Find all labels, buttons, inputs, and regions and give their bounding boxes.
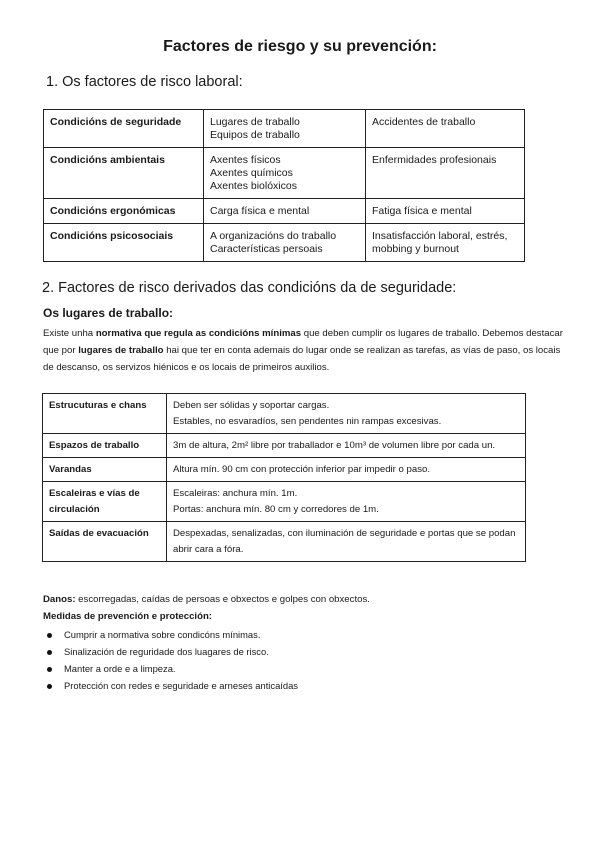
- effect-cell: Insatisfacción laboral, estrés, mobbing y burnout: [366, 224, 525, 262]
- condition-label-cell: Varandas: [43, 458, 167, 482]
- condition-detail-cell: [167, 522, 526, 562]
- bullet-icon: [47, 684, 52, 689]
- table-row: [43, 394, 526, 434]
- factors-cell: [204, 199, 366, 224]
- table-row: [43, 482, 526, 522]
- section1-heading: 1. Os factores de risco laboral:: [46, 74, 243, 90]
- measures-heading: Medidas de prevención e protección:: [43, 611, 212, 622]
- section2-heading: 2. Factores de risco derivados das condicións da de seguridade:: [42, 280, 457, 296]
- detail-line: Estables, no esvaradíos, sen pendentes nin rampas excesivas.: [173, 416, 442, 427]
- measure-text: Manter a orde e a limpeza.: [64, 663, 176, 674]
- effect-cell: Accidentes de traballo: [366, 110, 525, 148]
- factor-line: Axentes biolóxicos: [210, 180, 297, 192]
- workplace-conditions-table: [42, 393, 526, 562]
- category-cell: Condicións de seguridade: [44, 110, 204, 148]
- detail-line: 3m de altura, 2m² libre por traballador e 10m³ de volumen libre por cada un.: [173, 440, 496, 451]
- factor-line: Carga física e mental: [210, 205, 310, 217]
- damages-label: Danos:: [43, 594, 76, 605]
- list-item: [43, 643, 298, 660]
- factor-line: A organizacións do traballo: [210, 230, 337, 242]
- workplaces-subheading: Os lugares de traballo:: [43, 306, 174, 320]
- condition-label-cell: Escaleiras e vías de circulación: [43, 482, 167, 522]
- risk-factors-table: [43, 109, 525, 262]
- condition-label-cell: Saídas de evacuación: [43, 522, 167, 562]
- damages-text: escorregadas, caídas de persoas e obxectos e golpes con obxectos.: [75, 594, 370, 605]
- factor-line: Lugares de traballo: [210, 116, 300, 128]
- category-cell: Condicións ambientais: [44, 148, 204, 199]
- table-row: [44, 148, 525, 199]
- paragraph-text: hai que ter en conta ademais do lugar onde se realizan as tarefas, as vías de paso, os locais de descanso, os servizos hiénicos e os locais de primeiros auxilios.: [43, 345, 561, 373]
- list-item: [43, 626, 298, 643]
- bullet-icon: [47, 650, 52, 655]
- factor-line: Características persoais: [210, 243, 323, 255]
- condition-label-cell: Espazos de traballo: [43, 434, 167, 458]
- detail-line: Altura mín. 90 cm con protección inferior par impedir o paso.: [173, 464, 431, 475]
- factors-cell: [204, 224, 366, 262]
- condition-label-cell: Estrucuturas e chans: [43, 394, 167, 434]
- category-cell: Condicións psicosociais: [44, 224, 204, 262]
- measures-list: [43, 626, 298, 694]
- detail-line: Despexadas, senalizadas, con iluminación de seguridade e portas que se podan abrir cara a fóra.: [173, 528, 516, 555]
- factor-line: Axentes físicos: [210, 154, 281, 166]
- bullet-icon: [47, 667, 52, 672]
- measure-text: Protección con redes e seguridade e arneses anticaídas: [64, 680, 298, 691]
- paragraph-bold-text: normativa que regula as condicións mínimas: [95, 328, 302, 339]
- list-item: [43, 677, 298, 694]
- measure-text: Cumprir a normativa sobre condicóns mínimas.: [64, 629, 261, 640]
- detail-line: Escaleiras: anchura mín. 1m.: [173, 488, 298, 499]
- page-title: Factores de riesgo y su prevención:: [163, 38, 437, 55]
- factor-line: Equipos de traballo: [210, 129, 300, 141]
- detail-line: Portas: anchura mín. 80 cm y corredores de 1m.: [173, 504, 379, 515]
- condition-detail-cell: [167, 434, 526, 458]
- effect-cell: Enfermidades profesionais: [366, 148, 525, 199]
- paragraph-text: que deben cumplir os lugares de traballo. Debemos destacar que por: [43, 328, 563, 356]
- condition-detail-cell: [167, 394, 526, 434]
- condition-detail-cell: [167, 458, 526, 482]
- paragraph-text: Existe unha: [43, 328, 96, 339]
- condition-detail-cell: [167, 482, 526, 522]
- workplaces-paragraph: [43, 325, 563, 376]
- table-row: [44, 110, 525, 148]
- table-row: [44, 199, 525, 224]
- bullet-icon: [47, 633, 52, 638]
- list-item: [43, 660, 298, 677]
- table-row: [43, 522, 526, 562]
- factor-line: Axentes químicos: [210, 167, 293, 179]
- measure-text: Sinalización de reguridade dos luagares de risco.: [64, 646, 269, 657]
- effect-cell: Fatiga física e mental: [366, 199, 525, 224]
- table-row: [43, 434, 526, 458]
- table-row: [43, 458, 526, 482]
- category-cell: Condicións ergonómicas: [44, 199, 204, 224]
- factors-cell: [204, 148, 366, 199]
- table-row: [44, 224, 525, 262]
- factors-cell: [204, 110, 366, 148]
- damages-line: [43, 594, 370, 605]
- paragraph-bold-text: lugares de traballo: [78, 345, 164, 356]
- detail-line: Deben ser sólidas y soportar cargas.: [173, 400, 330, 411]
